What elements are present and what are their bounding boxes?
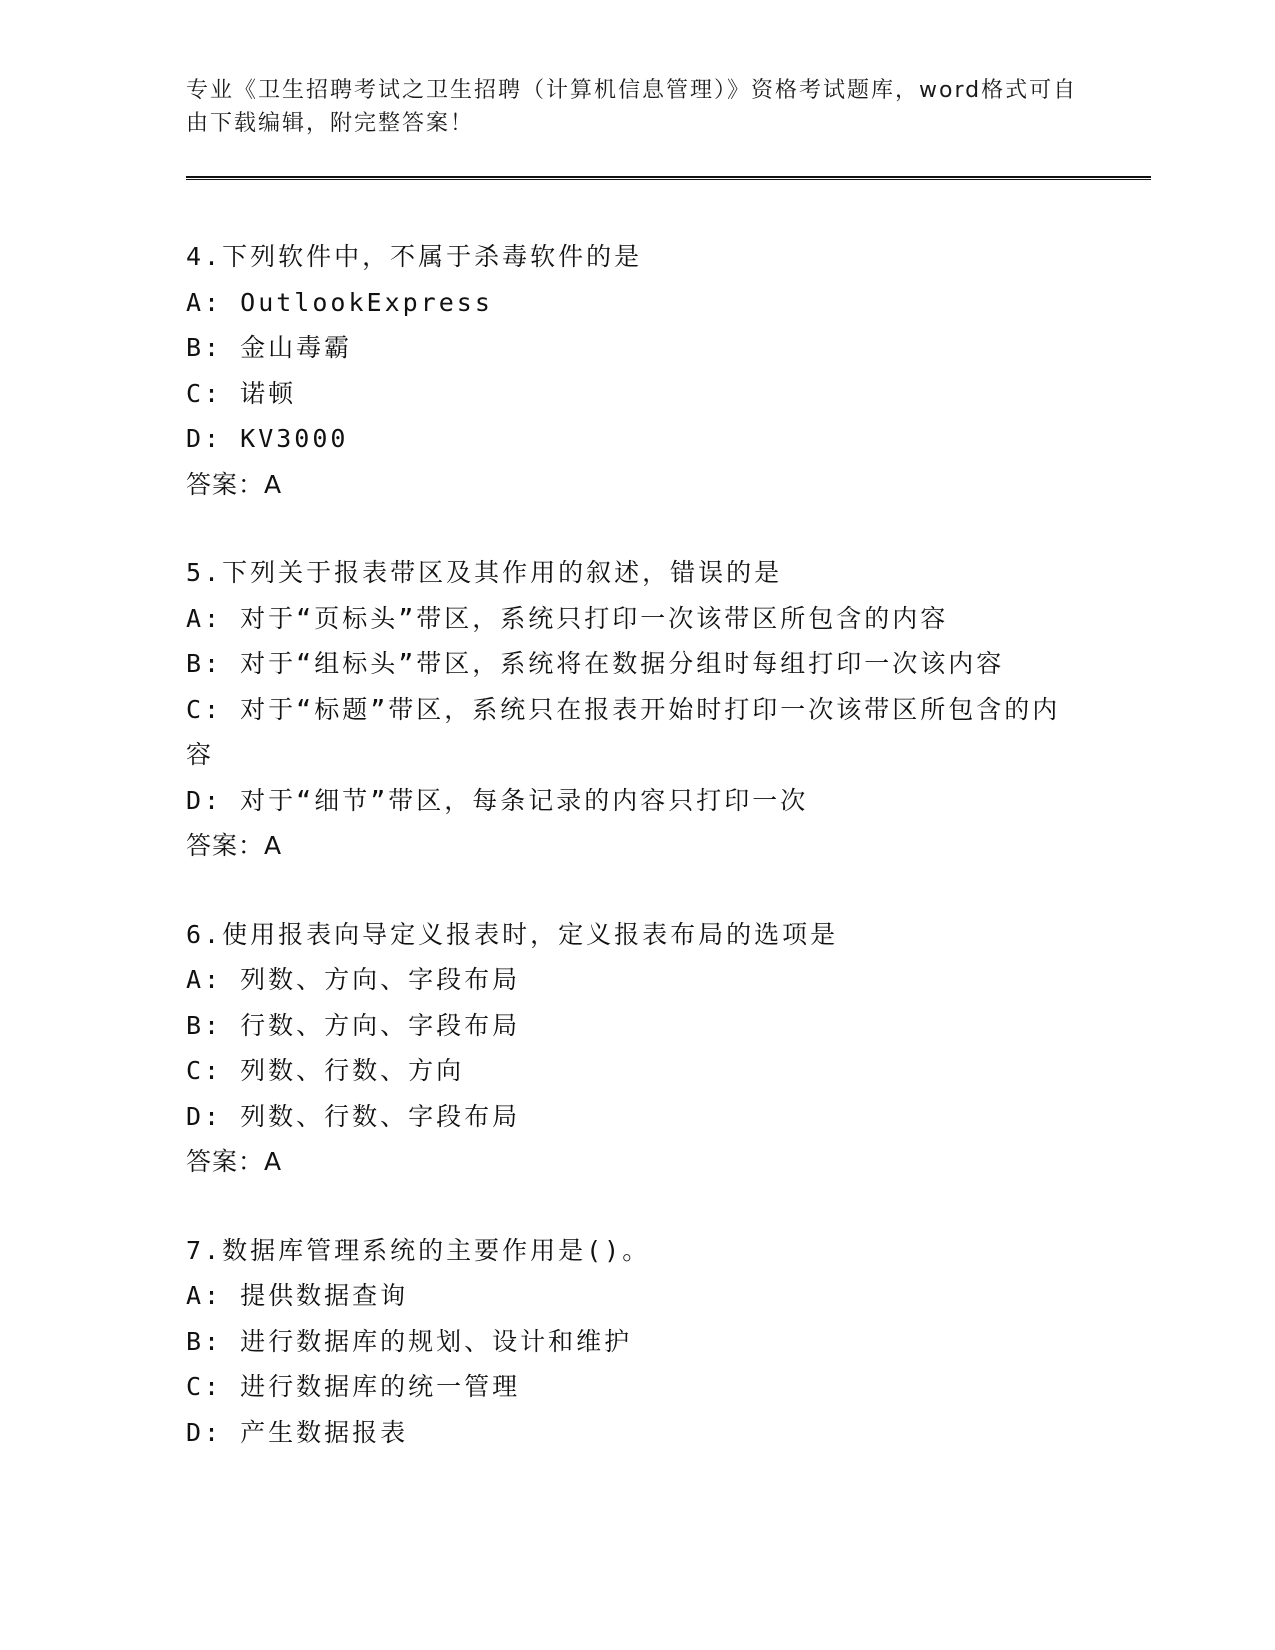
option-c: C: 列数、行数、方向: [186, 1056, 465, 1085]
option-c: C: 进行数据库的统一管理: [186, 1372, 521, 1401]
question-list: [186, 234, 1086, 1498]
option-b: B: 金山毒霸: [186, 333, 353, 362]
option-d: D: 对于“细节”带区，每条记录的内容只打印一次: [186, 785, 809, 815]
question-stem: 6.使用报表向导定义报表时，定义报表布局的选项是: [186, 919, 839, 949]
option-d: D: 列数、行数、字段布局: [186, 1101, 521, 1131]
answer-line: 答案：A: [186, 469, 283, 499]
question-6: [186, 912, 1086, 1185]
option-d: D: 产生数据报表: [186, 1417, 409, 1447]
question-stem: 7.数据库管理系统的主要作用是()。: [186, 1235, 651, 1265]
question-stem: 5.下列关于报表带区及其作用的叙述，错误的是: [186, 558, 783, 587]
header-divider: [186, 176, 1151, 180]
question-stem: 4.下列软件中，不属于杀毒软件的是: [186, 242, 643, 271]
question-5: [186, 550, 1086, 869]
option-a: A: 对于“页标头”带区，系统只打印一次该带区所包含的内容: [186, 603, 949, 633]
option-b: B: 行数、方向、字段布局: [186, 1010, 521, 1040]
option-a: A: 列数、方向、字段布局: [186, 965, 521, 994]
answer-line: 答案：A: [186, 831, 283, 860]
option-b: B: 进行数据库的规划、设计和维护: [186, 1326, 633, 1356]
option-a: A: OutlookExpress: [186, 287, 493, 317]
answer-line: 答案：A: [186, 1147, 283, 1176]
option-c: C: 对于“标题”带区，系统只在报表开始时打印一次该带区所包含的内容: [186, 694, 1061, 769]
document-header: 专业《卫生招聘考试之卫生招聘（计算机信息管理）》资格考试题库，word格式可自由下载编辑，附完整答案！: [186, 78, 1078, 136]
option-a: A: 提供数据查询: [186, 1281, 409, 1310]
option-d: D: KV3000: [186, 424, 349, 453]
question-4: [186, 234, 1086, 507]
option-c: C: 诺顿: [186, 378, 297, 408]
question-7: [186, 1228, 1086, 1456]
option-b: B: 对于“组标头”带区，系统将在数据分组时每组打印一次该内容: [186, 649, 1005, 678]
